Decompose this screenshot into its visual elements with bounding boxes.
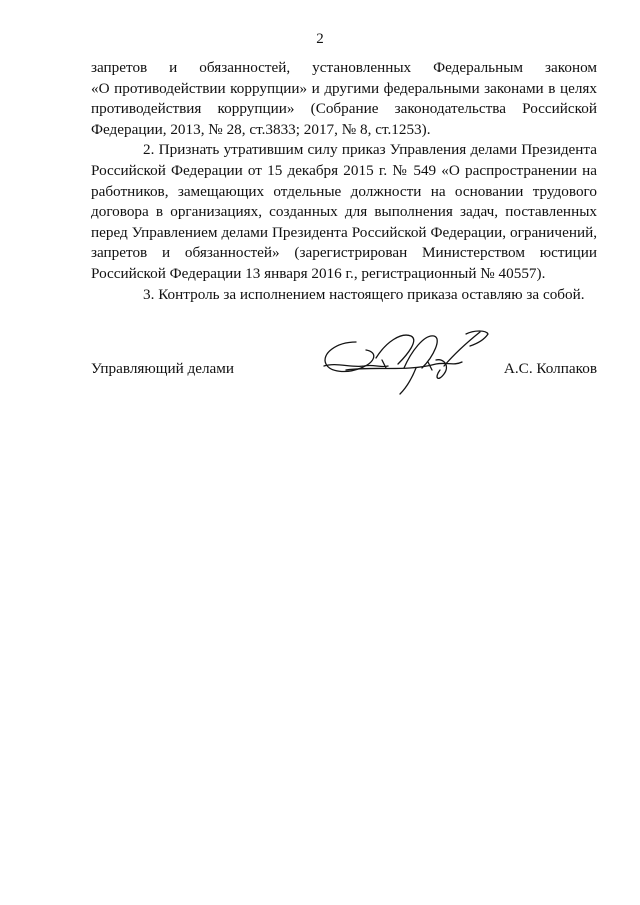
text-line: 3. Контроль за исполнением настоящего приказа оставляю за собой. [143,285,585,303]
text-line: запретов и обязанностей, установленных Федеральным законом [91,59,597,76]
signer-title: Управляющий делами [91,360,235,377]
document-body [91,58,597,305]
text-line: Федерации, 2013, № 28, ст.3833; 2017, № 8, ст.1253). [91,120,431,138]
paragraph-continuation [91,58,597,140]
text-line: Российской Федерации от 15 декабря 2015 г. № 549 «О распространении на [91,161,597,179]
signer-name: А.С. Колпаков [503,360,597,377]
text-line: Российской Федерации 13 января 2016 г., регистрационный № 40557). [91,264,546,282]
text-line: «О противодействии коррупции» и другими федеральными законами в целях [91,79,597,97]
page-number: 2 [316,31,324,47]
text-line: работников, замещающих отдельные должности на основании трудового [91,182,597,200]
text-line: договора в организациях, созданных для выполнения задач, поставленных [91,203,597,221]
handwritten-signature [316,322,496,402]
paragraph-item-2 [91,140,597,284]
text-line: 2. Признать утратившим силу приказ Управления делами Президента [143,141,597,159]
text-line: перед Управлением делами Президента Российской Федерации, ограничений, [91,223,597,241]
paragraph-item-3 [91,285,597,306]
text-line: запретов и обязанностей» (зарегистрирован Министерством юстиции [91,244,597,262]
text-line: противодействия коррупции» (Собрание законодательства Российской [91,100,597,118]
signature-block [91,356,597,396]
